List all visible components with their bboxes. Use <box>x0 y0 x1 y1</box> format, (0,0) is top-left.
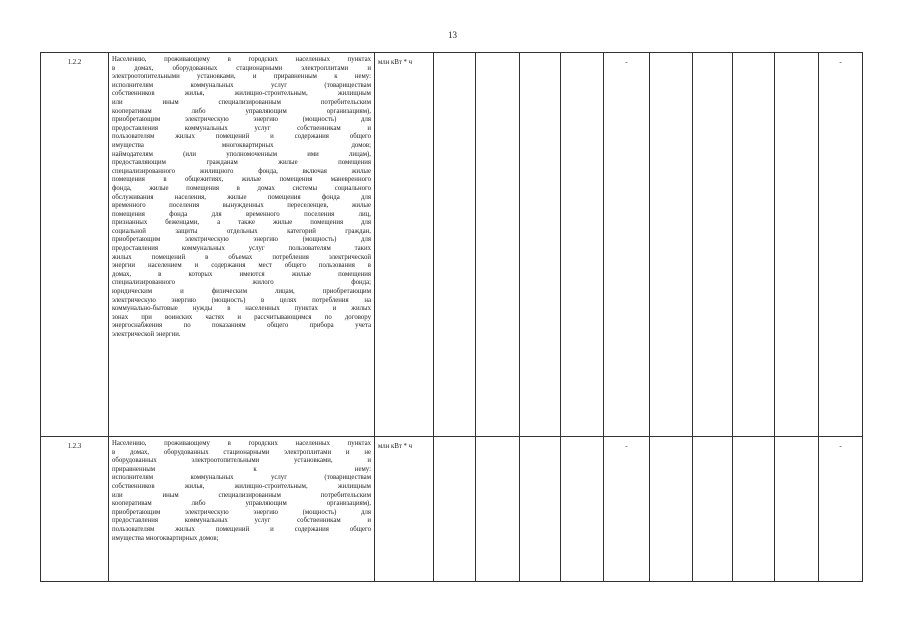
value-cell <box>520 437 561 582</box>
value-cell <box>733 53 775 437</box>
description-line: исполнителям коммунальных услуг (товариществам <box>112 81 371 89</box>
description-line: специализированного жилого фонда; <box>112 279 371 287</box>
value-cell <box>775 53 819 437</box>
description-line: электроотопительными установками, и приравненным к нему: <box>112 73 371 81</box>
description-line: фонда, жилые помещения в домах системы социального <box>112 184 371 192</box>
value-cell <box>775 437 819 582</box>
description-line: в домах, оборудованных стационарными электроплитами и не <box>112 448 371 456</box>
description-line: собственников жилья, жилищно-строительным, жилищным <box>112 90 371 98</box>
value-cell <box>476 53 520 437</box>
description-line: предоставления коммунальных услуг пользователям таких <box>112 245 371 253</box>
description-line: оборудованных электроотопительными установками, и <box>112 457 371 465</box>
tariff-table <box>40 52 863 582</box>
description-line: домах, в которых имеются жилые помещения <box>112 270 371 278</box>
value-cell <box>650 53 693 437</box>
description-line: обслуживания населения, жилые помещения фонда для <box>112 193 371 201</box>
value-cell <box>561 437 604 582</box>
description-line: зонах при воинских частях и рассчитывающимся по договору <box>112 313 371 321</box>
description-line: энергии населением и содержания мест общего пользования в <box>112 262 371 270</box>
value-cell <box>650 437 693 582</box>
description-line: собственников жилья, жилищно-строительным, жилищным <box>112 482 371 490</box>
description-line: Населению, проживающему в городских населенных пунктах <box>112 440 371 447</box>
description-line: приобретающим электрическую энергию (мощность) для <box>112 236 371 244</box>
description-line: электрическую энергию (мощность) в целях потребления на <box>112 296 371 304</box>
description-line: помещения в общежитиях, жилые помещения маневренного <box>112 176 371 184</box>
description-line: электрической энергии. <box>112 331 181 338</box>
row-number: 1.2.3 <box>41 437 109 582</box>
description-line: коммунально-бытовые нужды в населенных пунктах и жилых <box>112 305 371 313</box>
value-cell: - <box>604 53 650 437</box>
value-cell: - <box>819 437 863 582</box>
description-line: в домах, оборудованных стационарными электроплитами и <box>112 64 371 72</box>
description-line: предоставляющим гражданам жилые помещения <box>112 159 371 167</box>
value-cell <box>520 53 561 437</box>
description-line: социальной защиты отдельных категорий граждан, <box>112 227 371 235</box>
value-cell <box>693 53 733 437</box>
page-number: 13 <box>448 30 457 40</box>
description-line: приобретающим электрическую энергию (мощность) для <box>112 116 371 124</box>
description-line: исполнителям коммунальных услуг (товариществам <box>112 474 371 482</box>
row-number: 1.2.2 <box>41 53 109 437</box>
row-description <box>109 437 375 582</box>
table-row <box>41 437 863 582</box>
table-row <box>41 53 863 437</box>
description-line: предоставления коммунальных услуг собственникам и <box>112 124 371 132</box>
row-unit: млн кВт * ч <box>375 437 434 582</box>
description-line: предоставления коммунальных услуг собственникам и <box>112 517 371 525</box>
description-line: юридическим и физическим лицам, приобретающим <box>112 288 371 296</box>
row-description <box>109 53 375 437</box>
description-line: Населению, проживающему в городских населенных пунктах <box>112 56 371 63</box>
value-cell <box>434 437 476 582</box>
description-line: кооперативам либо управляющим организациям), <box>112 500 371 508</box>
description-line: приобретающим электрическую энергию (мощность) для <box>112 508 371 516</box>
description-line: имущества многоквартирных домов; <box>112 141 371 149</box>
description-line: приравненным к нему: <box>112 465 371 473</box>
description-line: или иным специализированным потребительским <box>112 98 371 106</box>
value-cell: - <box>604 437 650 582</box>
description-line: пользователям жилых помещений и содержания общего <box>112 133 371 141</box>
value-cell <box>733 437 775 582</box>
value-cell <box>561 53 604 437</box>
description-line: временного поселения вынужденных переселенцев, жилые <box>112 202 371 210</box>
row-unit: млн кВт * ч <box>375 53 434 437</box>
value-cell <box>693 437 733 582</box>
description-line: пользователям жилых помещений и содержания общего <box>112 525 371 533</box>
value-cell: - <box>819 53 863 437</box>
description-line: помещения фонда для временного поселения лиц, <box>112 210 371 218</box>
description-line: или иным специализированным потребительским <box>112 491 371 499</box>
description-line: имущества многоквартирных домов; <box>112 534 219 542</box>
description-line: наймодателям (или уполномоченным ими лицам), <box>112 150 371 158</box>
value-cell <box>434 53 476 437</box>
description-line: признанных беженцами, а также жилые помещения для <box>112 219 371 227</box>
description-line: энергоснабжения по показаниям общего прибора учета <box>112 322 371 330</box>
description-line: жилых помещений в объемах потребления электрической <box>112 253 371 261</box>
description-line: специализированного жилищного фонда, включая жилые <box>112 167 371 175</box>
value-cell <box>476 437 520 582</box>
description-line: кооперативам либо управляющим организациям), <box>112 107 371 115</box>
